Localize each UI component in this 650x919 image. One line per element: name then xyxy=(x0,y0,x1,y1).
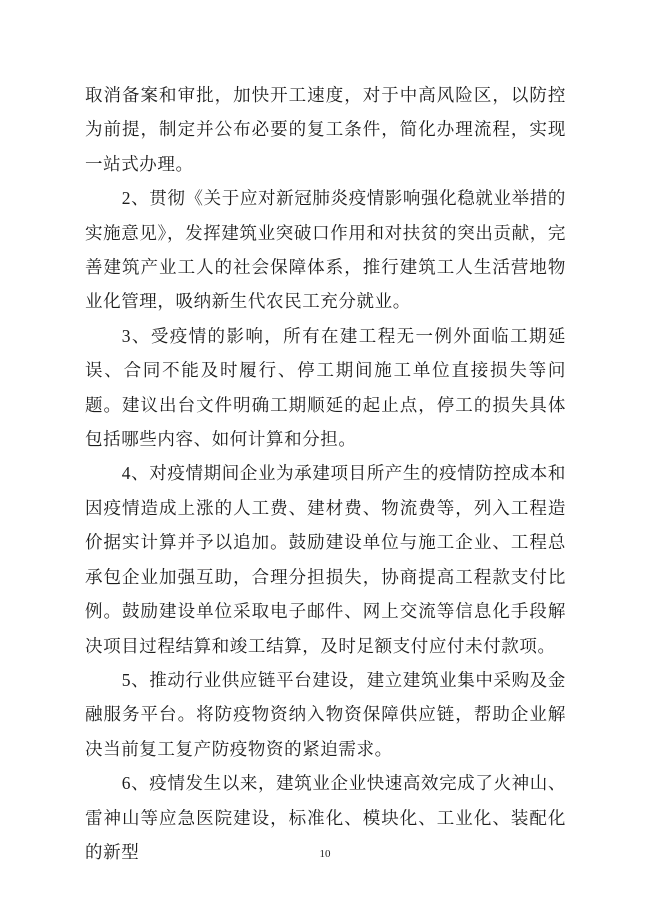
paragraph-continuation: 取消备案和审批，加快开工速度，对于中高风险区，以防控为前提，制定并公布必要的复工条件，简化办理流程，实现一站式办理。 xyxy=(85,85,566,174)
paragraph-item-4: 4、对疫情期间企业为承建项目所产生的疫情防控成本和因疫情造成上涨的人工费、建材费、物流费等，列入工程造价据实计算并予以追加。鼓励建设单位与施工企业、工程总承包企业加强互助，合理分担损失，协商提高工程款支付比例。鼓励建设单位采取电子邮件、网上交流等信息化手段解决项目过程结算和竣工结算，及时足额支付应付未付款项。 xyxy=(85,463,566,656)
paragraph-item-3: 3、受疫情的影响，所有在建工程无一例外面临工期延误、合同不能及时履行、停工期间施工单位直接损失等问题。建议出台文件明确工期顺延的起止点，停工的损失具体包括哪些内容、如何计算和分担。 xyxy=(85,325,566,450)
paragraph-item-6: 6、疫情发生以来，建筑业企业快速高效完成了火神山、雷神山等应急医院建设，标准化、模块化、工业化、装配化的新型 xyxy=(85,773,566,862)
paragraph-item-5: 5、推动行业供应链平台建设，建立建筑业集中采购及金融服务平台。将防疫物资纳入物资保障供应链，帮助企业解决当前复工复产防疫物资的紧迫需求。 xyxy=(85,669,566,759)
page-number: 10 xyxy=(319,848,331,860)
paragraph-item-2: 2、贯彻《关于应对新冠肺炎疫情影响强化稳就业举措的实施意见》，发挥建筑业突破口作用和对扶贫的突出贡献，完善建筑产业工人的社会保障体系，推行建筑工人生活营地物业化管理，吸纳新生代农民工充分就业。 xyxy=(85,188,566,312)
page-body xyxy=(85,78,566,869)
